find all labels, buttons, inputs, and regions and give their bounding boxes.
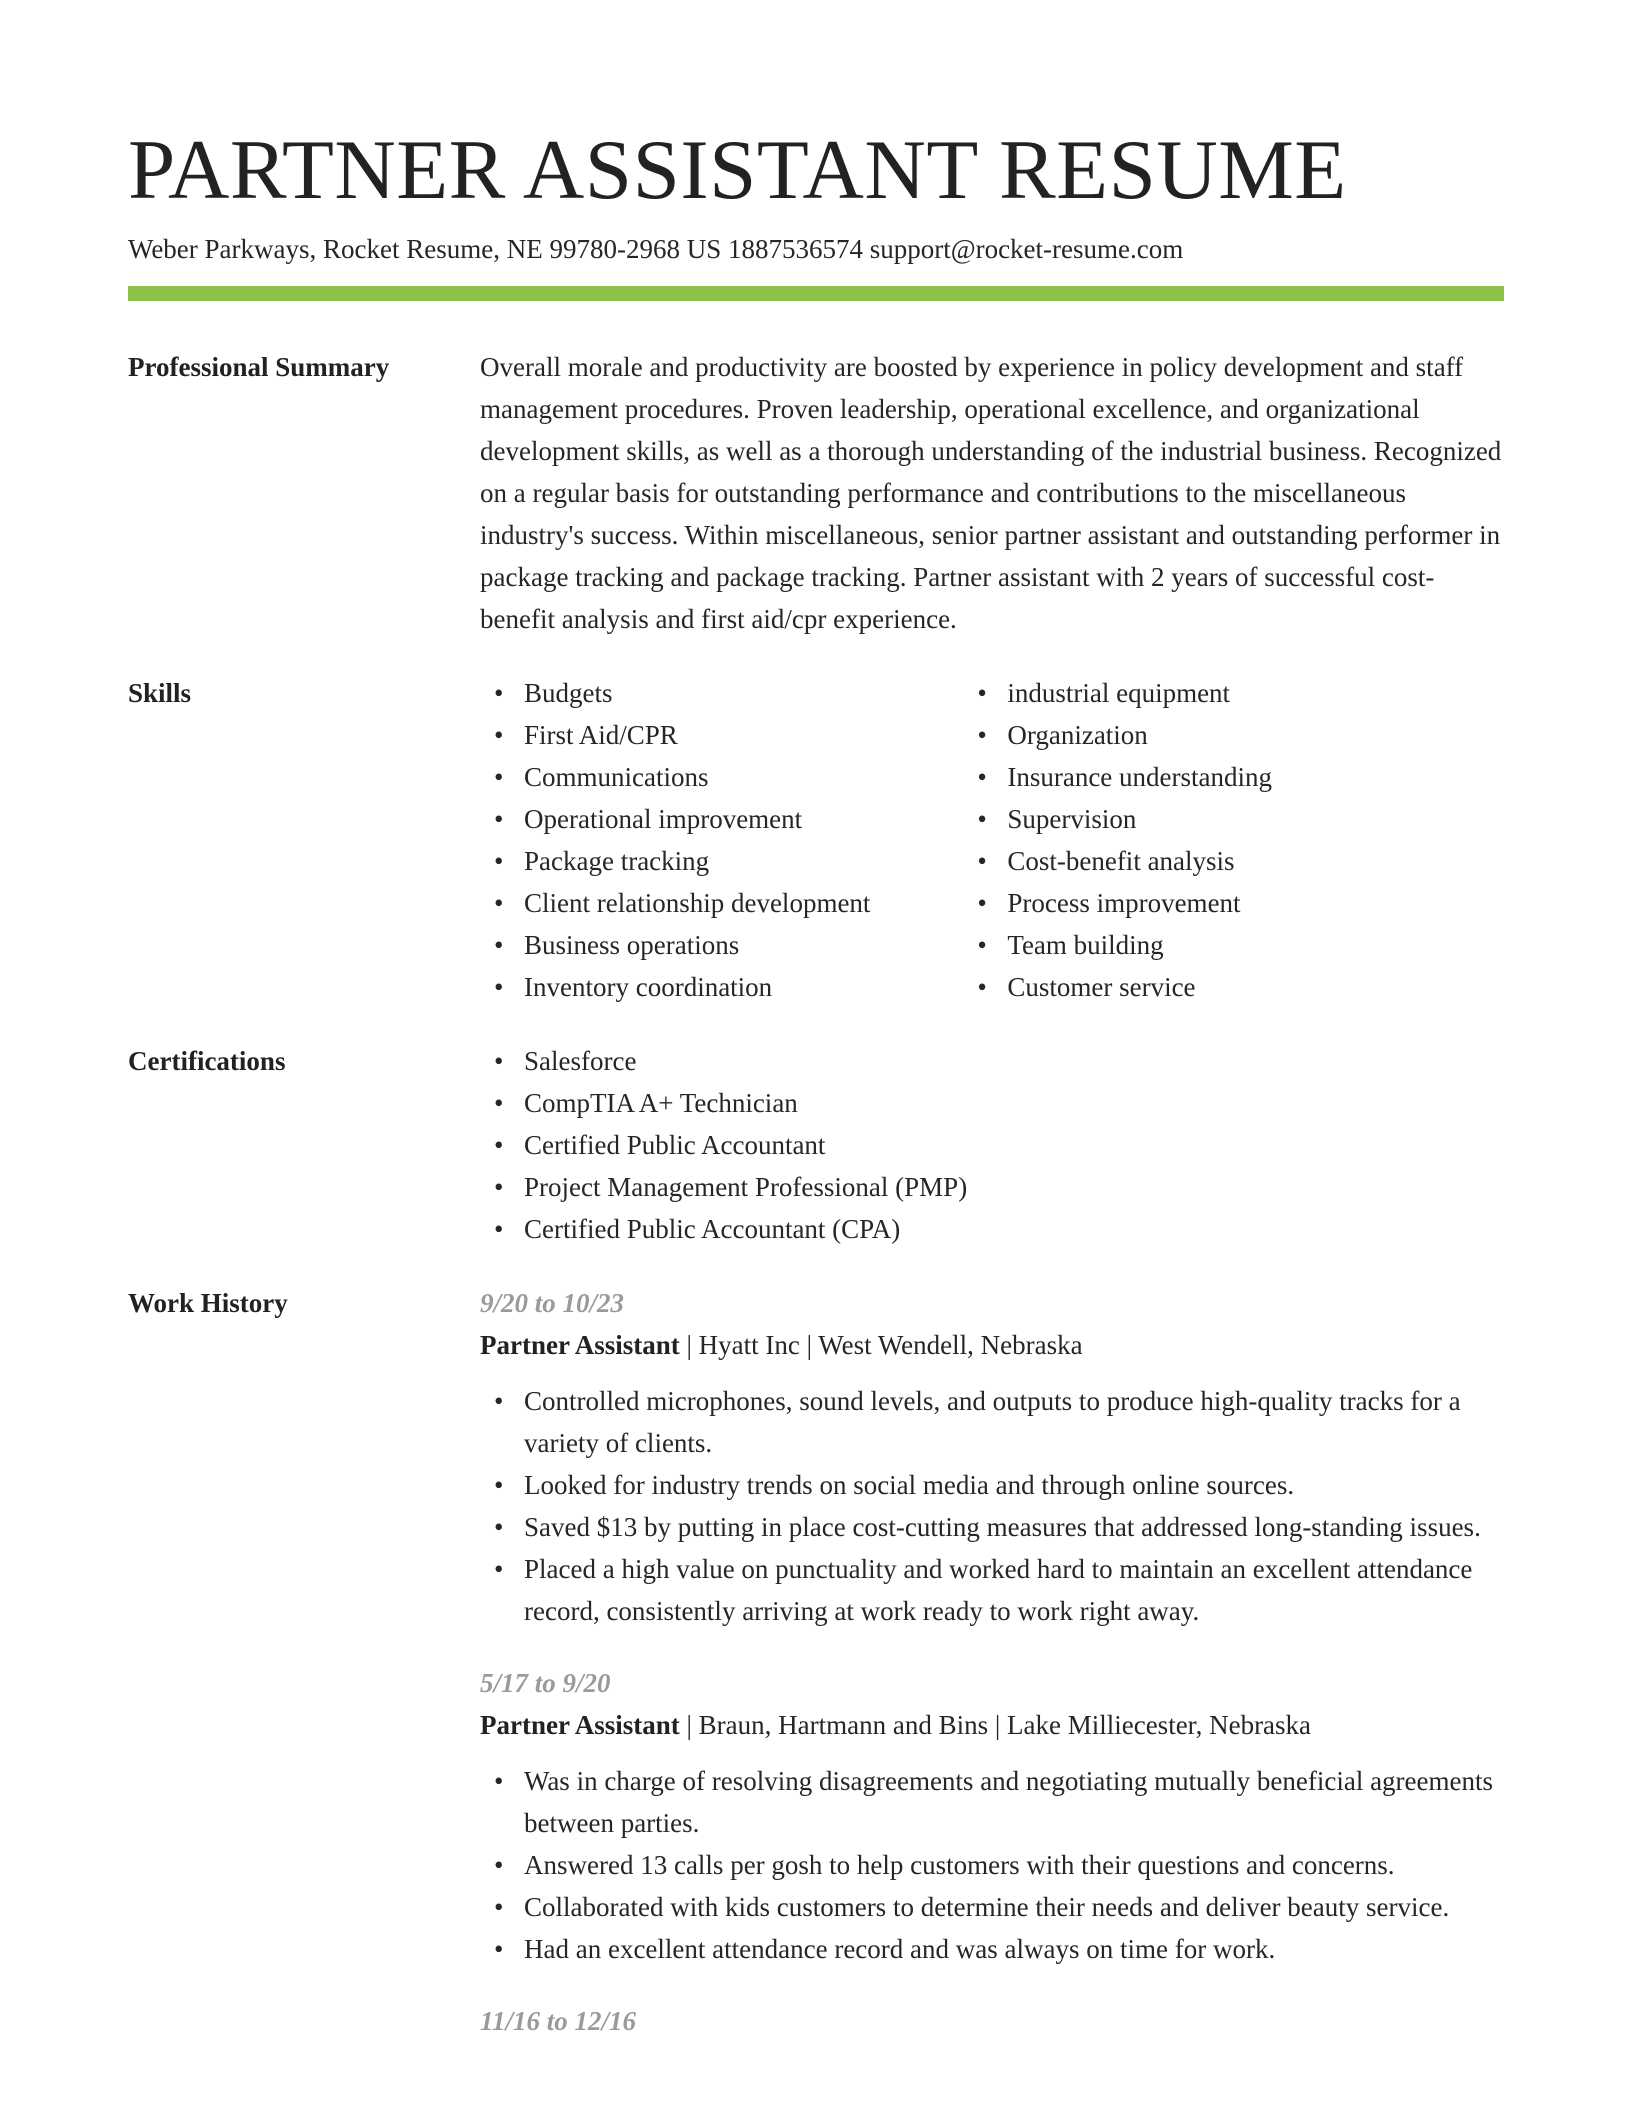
summary-body xyxy=(480,346,1504,640)
certification-item: • Certified Public Accountant (CPA) xyxy=(524,1208,1504,1250)
section-label-certifications: Certifications xyxy=(128,1046,286,1076)
section-label-skills: Skills xyxy=(128,678,192,708)
resume-title: PARTNER ASSISTANT RESUME xyxy=(128,123,1347,217)
certifications-body xyxy=(480,1040,1504,1250)
skill-item: • Team building xyxy=(1007,924,1504,966)
job-bullet: • Saved $13 by putting in place cost-cutting measures that addressed long-standing issues. xyxy=(524,1506,1504,1548)
skill-item: • Package tracking xyxy=(524,840,963,882)
job-dates: 5/17 to 9/20 xyxy=(480,1668,611,1698)
job-bullet: • Looked for industry trends on social media and through online sources. xyxy=(524,1464,1504,1506)
job-bullet: • Collaborated with kids customers to determine their needs and deliver beauty service. xyxy=(524,1886,1504,1928)
skills-list-right xyxy=(963,672,1504,1008)
job-title: Partner Assistant xyxy=(480,1330,680,1360)
job-bullet: • Placed a high value on punctuality and worked hard to maintain an excellent attendance record, consistently arriving at work ready to work right away. xyxy=(524,1548,1504,1632)
job-dates: 9/20 to 10/23 xyxy=(480,1288,625,1318)
job-details: | Braun, Hartmann and Bins | Lake Milliecester, Nebraska xyxy=(679,1710,1312,1740)
skill-item: • Process improvement xyxy=(1007,882,1504,924)
skill-item: • Organization xyxy=(1007,714,1504,756)
section-label-work-history: Work History xyxy=(128,1288,288,1318)
skill-item: • Client relationship development xyxy=(524,882,963,924)
skill-item: • Operational improvement xyxy=(524,798,963,840)
job-entry xyxy=(480,1662,1504,1970)
section-label-summary: Professional Summary xyxy=(128,352,390,382)
skill-item: • Cost-benefit analysis xyxy=(1007,840,1504,882)
job-title: Partner Assistant xyxy=(480,1710,680,1740)
certifications-list xyxy=(480,1040,1504,1250)
job-dates: 11/16 to 12/16 xyxy=(480,2006,637,2036)
certification-item: • Salesforce xyxy=(524,1040,1504,1082)
job-role xyxy=(480,1704,1504,1746)
work-history-body xyxy=(480,1282,1504,2072)
skill-item: • Inventory coordination xyxy=(524,966,963,1008)
certification-item: • CompTIA A+ Technician xyxy=(524,1082,1504,1124)
job-details: | Hyatt Inc | West Wendell, Nebraska xyxy=(679,1330,1083,1360)
certification-item: • Certified Public Accountant xyxy=(524,1124,1504,1166)
header-divider xyxy=(128,286,1504,301)
skill-item: • Customer service xyxy=(1007,966,1504,1008)
job-bullet: • Answered 13 calls per gosh to help customers with their questions and concerns. xyxy=(524,1844,1504,1886)
job-bullets xyxy=(480,1380,1504,1632)
skills-list-left xyxy=(480,672,963,1008)
summary-text: Overall morale and productivity are boosted by experience in policy development and staff management procedures. Proven leadership, operational excellence, and organizational development skills, as well as a thorough understanding of the industrial business. Recognized on a regular basis for outstanding performance and contributions to the miscellaneous industry's success. Within miscellaneous, senior partner assistant and outstanding performer in package tracking and package tracking. Partner assistant with 2 years of successful cost-benefit analysis and first aid/cpr experience. xyxy=(480,352,1502,634)
job-bullet: • Controlled microphones, sound levels, and outputs to produce high-quality tracks for a variety of clients. xyxy=(524,1380,1504,1464)
job-entry xyxy=(480,1282,1504,1632)
skill-item: • industrial equipment xyxy=(1007,672,1504,714)
skill-item: • Insurance understanding xyxy=(1007,756,1504,798)
job-bullets xyxy=(480,1760,1504,1970)
skill-item: • Communications xyxy=(524,756,963,798)
skill-item: • First Aid/CPR xyxy=(524,714,963,756)
certification-item: • Project Management Professional (PMP) xyxy=(524,1166,1504,1208)
job-entry xyxy=(480,2000,1504,2042)
skill-item: • Supervision xyxy=(1007,798,1504,840)
contact-info: Weber Parkways, Rocket Resume, NE 99780-2968 US 1887536574 support@rocket-resume.com xyxy=(128,234,1184,264)
job-bullet: • Was in charge of resolving disagreements and negotiating mutually beneficial agreements between parties. xyxy=(524,1760,1504,1844)
skill-item: • Business operations xyxy=(524,924,963,966)
job-bullet: • Had an excellent attendance record and was always on time for work. xyxy=(524,1928,1504,1970)
job-role xyxy=(480,1324,1504,1366)
skills-columns xyxy=(480,672,1504,1008)
skill-item: • Budgets xyxy=(524,672,963,714)
